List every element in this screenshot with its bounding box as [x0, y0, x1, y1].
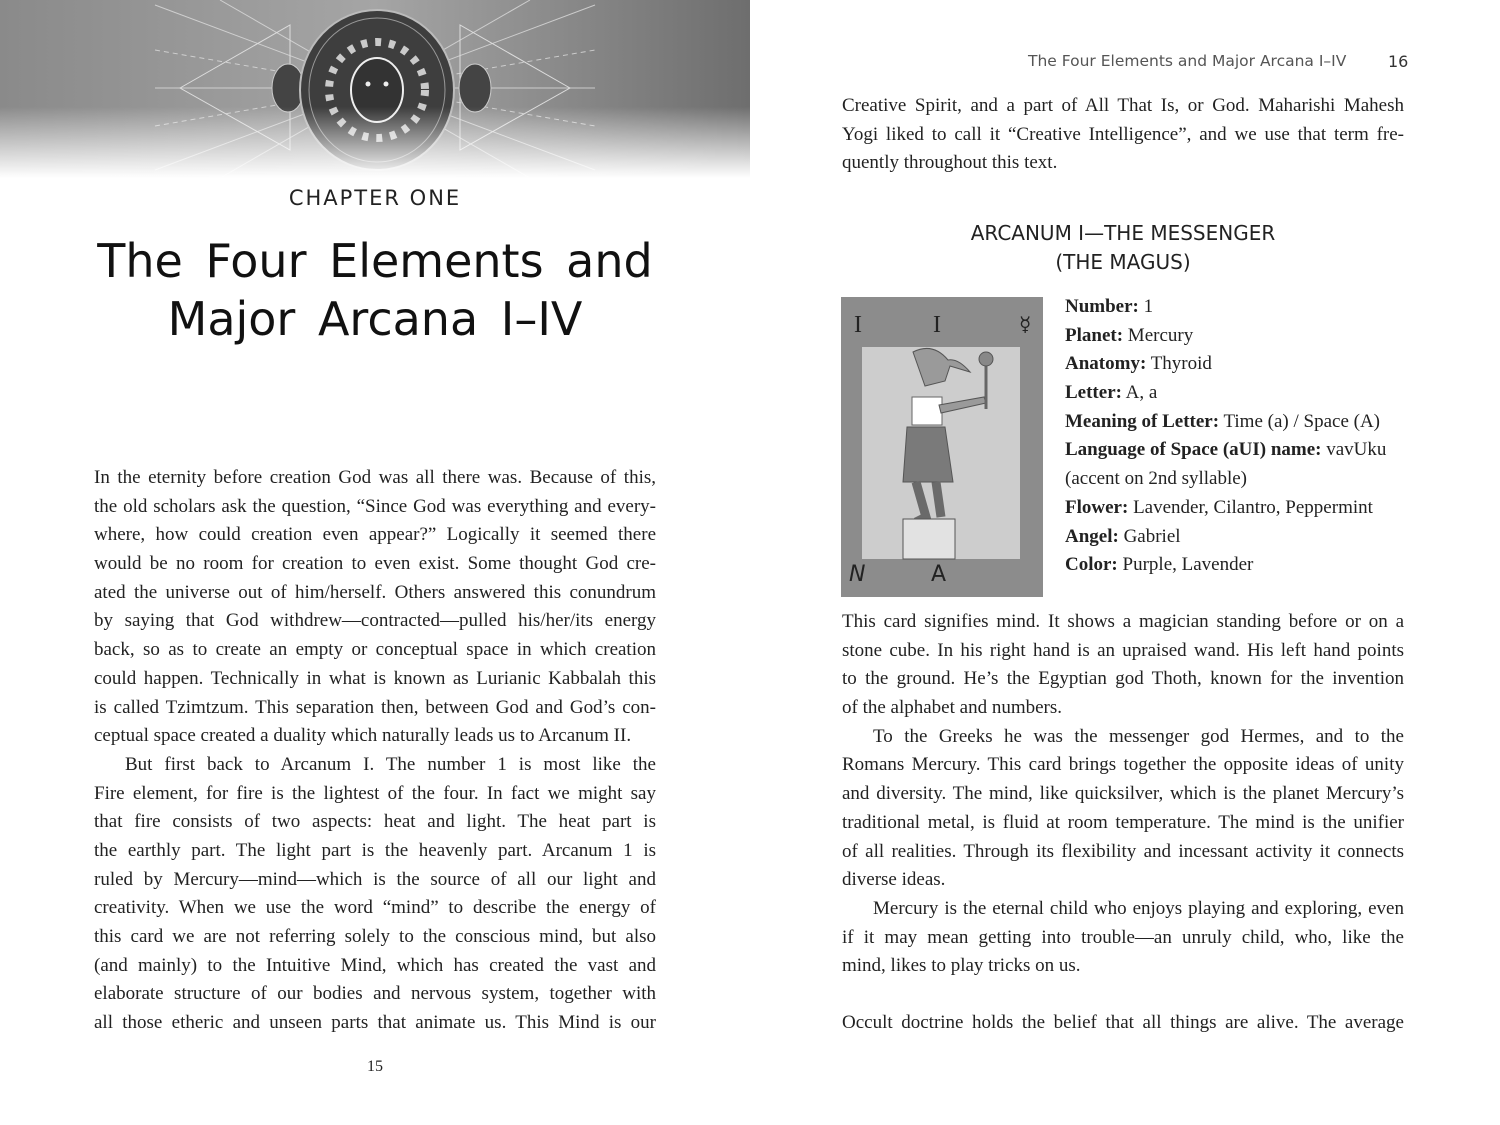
- text-line: that fire consists of two aspects: heat and light. The heat part is: [94, 811, 656, 833]
- chapter-title-line: Major Arcana I–IV: [167, 292, 583, 346]
- text-line: back, so as to create an empty or conceptual space in which creation: [94, 639, 656, 661]
- attribute-row: [1065, 408, 1405, 437]
- attribute-label: Language of Space (aUI) name:: [1065, 439, 1322, 461]
- text-line: this card we are not referring solely to the conscious mind, but also: [94, 926, 656, 947]
- attribute-value: Gabriel: [1118, 525, 1181, 547]
- text-line: But first back to Arcanum I. The number 1 is most like the: [125, 753, 656, 775]
- attribute-value: Mercury: [1123, 324, 1194, 346]
- attribute-value: A, a: [1121, 382, 1158, 404]
- text-line: In the eternity before creation God was all there was. Because of this,: [94, 467, 656, 488]
- attribute-label: Meaning of Letter:: [1065, 410, 1220, 432]
- card-corner-numeral: I: [854, 312, 862, 338]
- text-line: Yogi liked to call it “Creative Intelligence”, and we use that term fre-: [842, 123, 1404, 145]
- attribute-row: [1065, 551, 1405, 580]
- attribute-label: Angel:: [1065, 525, 1119, 547]
- text-line: creativity. When we use the word “mind” to describe the energy of: [94, 897, 656, 919]
- text-line: Mercury is the eternal child who enjoys playing and exploring, even: [873, 897, 1404, 919]
- attribute-label: Number:: [1065, 296, 1139, 317]
- attribute-label: Flower:: [1065, 496, 1129, 518]
- attribute-row: [1065, 494, 1405, 523]
- running-head: The Four Elements and Major Arcana I–IV: [1028, 52, 1347, 70]
- card-attributes-list: [1065, 293, 1405, 580]
- attribute-value: Lavender, Cilantro, Peppermint: [1128, 496, 1373, 518]
- attribute-value: Purple, Lavender: [1117, 554, 1254, 576]
- card-corner-glyph: N: [849, 562, 866, 587]
- section-heading: [842, 219, 1404, 277]
- attribute-value: (accent on 2nd syllable): [1065, 468, 1248, 490]
- text-line: where, how could creation even appear?” Logically it seemed there: [94, 524, 656, 546]
- text-line: of all realities. Through its flexibility and incessant activity it connects: [842, 840, 1404, 862]
- intro-paragraph: [842, 92, 1404, 178]
- text-line: diverse ideas.: [842, 869, 946, 891]
- text-line: if it may mean getting into trouble—an unruly child, who, like the: [842, 926, 1404, 948]
- text-line: the earthly part. The light part is the heavenly part. Arcanum 1 is: [94, 839, 656, 861]
- attribute-value: Time (a) / Space (A): [1219, 410, 1381, 432]
- attribute-value: Thyroid: [1146, 353, 1212, 375]
- text-line: ruled by Mercury—mind—which is the source of all our light and: [94, 868, 656, 890]
- mercury-symbol-icon: ☿: [1019, 314, 1032, 336]
- attribute-row: [1065, 350, 1405, 379]
- page-number: 16: [1388, 52, 1409, 71]
- text-line: To the Greeks he was the messenger god Hermes, and to the: [873, 725, 1404, 747]
- text-line: could happen. Technically in what is known as Lurianic Kabbalah this: [94, 667, 656, 689]
- attribute-row: [1065, 379, 1405, 408]
- chapter-title: [0, 232, 750, 348]
- attribute-row: [1065, 322, 1405, 351]
- text-line: Occult doctrine holds the belief that all things are alive. The average: [842, 1012, 1404, 1033]
- text-line: quently throughout this text.: [842, 152, 1058, 174]
- chapter-title-line: The Four Elements and: [97, 234, 653, 288]
- text-line: would be no room for creation to even exist. Some thought God cre-: [94, 553, 656, 575]
- card-numeral: I: [933, 312, 941, 338]
- attribute-label: Anatomy:: [1065, 353, 1147, 375]
- attribute-row: [1065, 523, 1405, 552]
- text-line: is called Tzimtzum. This separation then, between God and God’s con-: [94, 696, 656, 718]
- chapter-header-illustration: [0, 0, 750, 178]
- text-line: This card signifies mind. It shows a magician standing before or on a: [842, 611, 1404, 632]
- page-number: 15: [367, 1058, 383, 1075]
- text-line: of the alphabet and numbers.: [842, 697, 1063, 719]
- attribute-label: Color:: [1065, 554, 1118, 576]
- card-letter: A: [931, 562, 947, 587]
- chapter-label: CHAPTER ONE: [288, 186, 462, 210]
- section-heading-line: ARCANUM I—THE MESSENGER: [970, 221, 1276, 245]
- text-line: traditional metal, is fluid at room temperature. The mind is the unifier: [842, 811, 1404, 833]
- text-line: stone cube. In his right hand is an upraised wand. His left hand points: [842, 639, 1404, 661]
- text-line: the old scholars ask the question, “Since God was everything and every-: [94, 495, 656, 517]
- final-paragraph: [842, 1009, 1404, 1038]
- attribute-label: Letter:: [1065, 382, 1122, 404]
- attribute-label: Planet:: [1065, 324, 1124, 346]
- attribute-row: [1065, 293, 1405, 322]
- text-line: Romans Mercury. This card brings together the opposite ideas of unity: [842, 754, 1404, 776]
- text-line: Creative Spirit, and a part of All That Is, or God. Maharishi Mahesh: [842, 95, 1404, 116]
- text-line: by saying that God withdrew—contracted—pulled his/her/its energy: [94, 610, 656, 632]
- tarot-card-image: [841, 297, 1043, 597]
- text-line: ceptual space created a duality which naturally leads us to Arcanum II.: [94, 725, 632, 747]
- section-heading-line: (THE MAGUS): [1055, 250, 1191, 274]
- attribute-row: [1065, 465, 1405, 494]
- text-line: to the ground. He’s the Egyptian god Thoth, known for the invention: [842, 668, 1404, 690]
- text-line: ated the universe out of him/herself. Others answered this conundrum: [94, 581, 656, 603]
- right-page-body: [842, 608, 1404, 981]
- text-line: mind, likes to play tricks on us.: [842, 955, 1081, 977]
- attribute-row: [1065, 436, 1405, 465]
- text-line: (and mainly) to the Intuitive Mind, which has created the vast and: [94, 954, 656, 976]
- text-line: elaborate structure of our bodies and nervous system, together with: [94, 983, 656, 1005]
- attribute-value: vavUku: [1321, 439, 1387, 461]
- left-page-body: [94, 464, 656, 1038]
- text-line: all those etheric and unseen parts that animate us. This Mind is our: [94, 1012, 656, 1034]
- text-line: Fire element, for fire is the lightest of the four. In fact we might say: [94, 782, 656, 804]
- text-line: and diversity. The mind, like quicksilver, which is the planet Mercury’s: [842, 783, 1404, 805]
- attribute-value: 1: [1138, 296, 1154, 317]
